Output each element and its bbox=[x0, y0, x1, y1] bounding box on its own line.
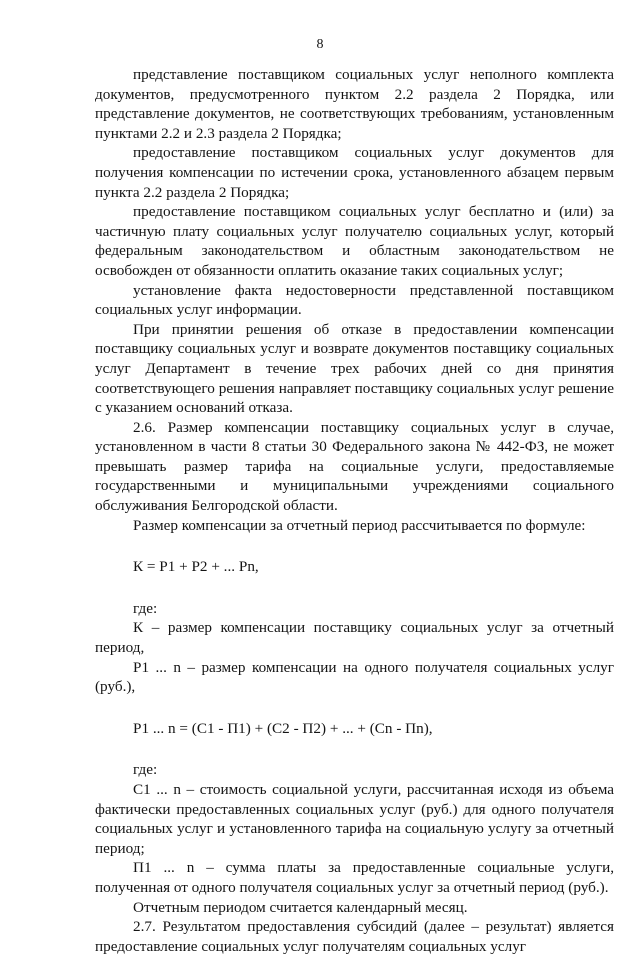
document-body bbox=[95, 65, 614, 956]
paragraph: 2.6. Размер компенсации поставщику социальных услуг в случае, установленном в части 8 статьи 30 Федерального закона № 442-ФЗ, не может превышать размер тарифа на социальные услуги, предоставляемые государственными и муниципальными учреждениями социального обслуживания Белгородской области. bbox=[95, 418, 614, 515]
paragraph: При принятии решения об отказе в предоставлении компенсации поставщику социальных услуг и возврате документов поставщику социальных услуг Департамент в течение трех рабочих дней со дня принятия соответствующего решения направляет поставщику социальных услуг решение с указанием оснований отказа. bbox=[95, 320, 614, 417]
paragraph: Отчетным периодом считается календарный месяц. bbox=[133, 898, 468, 916]
paragraph: С1 ... n – стоимость социальной услуги, рассчитанная исходя из объема фактически предоставленных социальных услуг (руб.) для одного получателя социальных услуг и установленного тарифа на социальную услугу за отчетный период; bbox=[95, 781, 614, 857]
paragraph: 2.7. Результатом предоставления субсидий (далее – результат) является предоставление социальных услуг получателям социальных услуг bbox=[95, 918, 614, 955]
paragraph: предоставление поставщиком социальных услуг документов для получения компенсации по истечении срока, установленного абзацем первым пункта 2.2 раздела 2 Порядка; bbox=[95, 144, 614, 201]
paragraph: К – размер компенсации поставщику социальных услуг за отчетный период, bbox=[95, 619, 614, 657]
where-label: где: bbox=[133, 599, 158, 617]
where-label: где: bbox=[133, 761, 158, 779]
page-number: 8 bbox=[316, 37, 324, 52]
paragraph: Р1 ... n – размер компенсации на одного получателя социальных услуг (руб.), bbox=[95, 658, 614, 696]
paragraph: предоставление поставщиком социальных услуг бесплатно и (или) за частичную плату социальных услуг получателю социальных услуг, который федеральным законодательством и областным законодательством не освобожден от обязанности оплатить оказание таких социальных услуг; bbox=[95, 203, 614, 279]
formula: К = Р1 + Р2 + ... Рn, bbox=[133, 558, 259, 576]
paragraph: П1 ... n – сумма платы за предоставленные социальные услуги, полученная от одного получателя социальных услуг за отчетный период (руб.). bbox=[95, 859, 614, 896]
paragraph: Размер компенсации за отчетный период рассчитывается по формуле: bbox=[133, 516, 586, 534]
formula: Р1 ... n = (С1 - П1) + (С2 - П2) + ... + (Сn - Пn), bbox=[133, 719, 433, 737]
paragraph: представление поставщиком социальных услуг неполного комплекта документов, предусмотренного пунктом 2.2 раздела 2 Порядка, или представление документов, не соответствующих требованиям, установленным пунктами 2.2 и 2.3 раздела 2 Порядка; bbox=[95, 66, 614, 142]
paragraph: установление факта недостоверности представленной поставщиком социальных услуг информации. bbox=[95, 281, 614, 319]
